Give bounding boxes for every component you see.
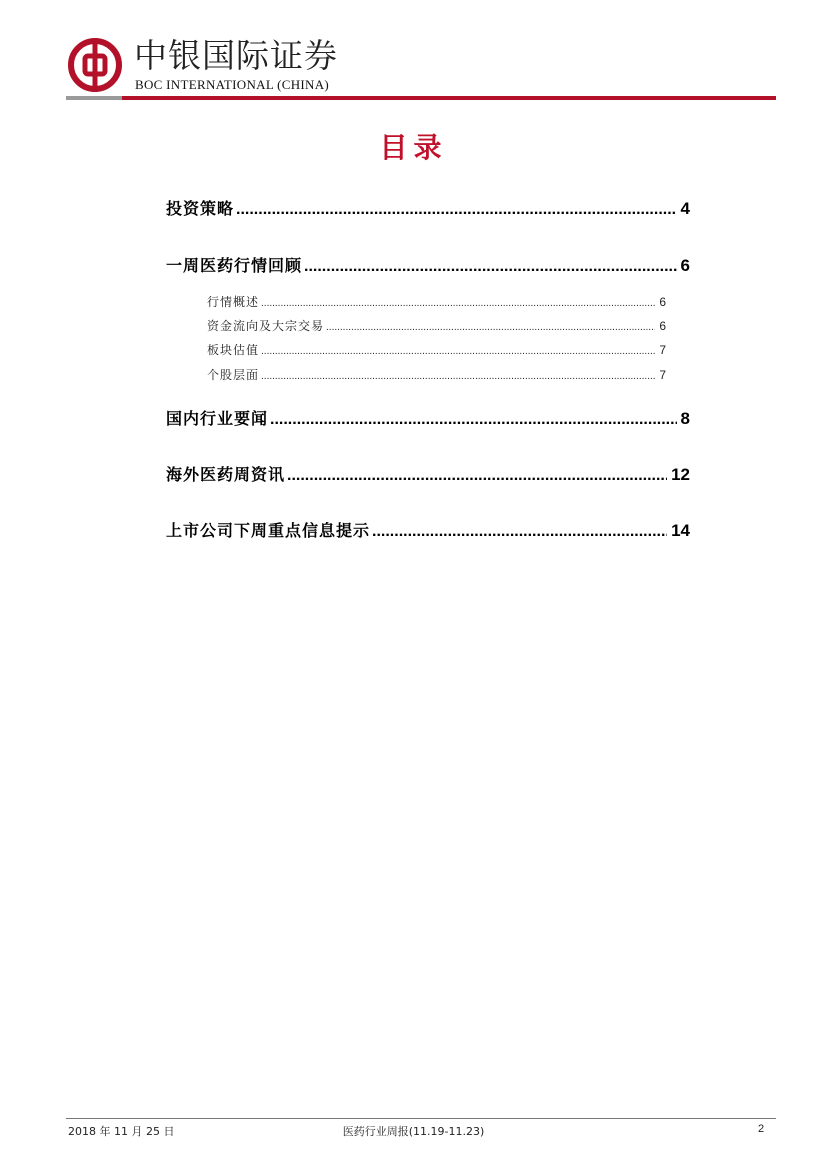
toc-item-page: 8 — [680, 409, 690, 428]
brand-name-cn: 中银国际证券 — [134, 36, 338, 75]
toc-leader-dots — [287, 467, 667, 485]
toc-item-listed-company-notices[interactable] — [166, 518, 690, 541]
toc-item-label: 板块估值 — [207, 343, 260, 357]
toc-leader-dots — [261, 371, 655, 382]
toc-item-label: 海外医药周资讯 — [166, 465, 286, 484]
boc-logo-icon — [68, 38, 122, 92]
toc-leader-dots — [261, 346, 655, 357]
toc-leader-dots — [304, 258, 677, 276]
footer-page-number: 2 — [758, 1123, 765, 1135]
toc-item-page: 6 — [659, 319, 666, 333]
toc-item-investment-strategy[interactable] — [166, 196, 690, 219]
toc-item-weekly-review[interactable] — [166, 253, 690, 276]
toc-item-domestic-news[interactable] — [166, 406, 690, 429]
toc-item-label: 上市公司下周重点信息提示 — [166, 521, 371, 540]
footer-date: 2018 年 11 月 25 日 — [68, 1125, 175, 1138]
toc-leader-dots — [326, 322, 655, 333]
footer-divider — [66, 1118, 776, 1119]
header-divider — [66, 96, 776, 100]
toc-item-page: 7 — [659, 343, 666, 357]
toc-subitem-sector-valuation[interactable] — [207, 341, 666, 358]
toc-item-page: 4 — [680, 199, 690, 218]
toc-item-label: 资金流向及大宗交易 — [207, 319, 325, 333]
toc-subitem-fund-flow[interactable] — [207, 317, 666, 334]
toc-subitem-market-overview[interactable] — [207, 293, 666, 310]
footer-report-title: 医药行业周报(11.19-11.23) — [342, 1125, 485, 1138]
toc-item-page: 6 — [659, 295, 666, 309]
toc-leader-dots — [261, 298, 655, 309]
toc-item-label: 行情概述 — [207, 295, 260, 309]
toc-item-page: 14 — [671, 521, 690, 540]
toc-item-label: 一周医药行情回顾 — [166, 256, 303, 275]
page-header — [66, 36, 776, 106]
toc-item-label: 投资策略 — [166, 199, 235, 218]
toc-item-page: 7 — [659, 368, 666, 382]
header-divider-accent — [66, 96, 122, 100]
brand-name-en: BOC INTERNATIONAL (CHINA) — [135, 77, 330, 92]
toc-leader-dots — [372, 523, 667, 541]
toc-item-page: 12 — [671, 465, 690, 484]
toc-title: 目录 — [379, 131, 448, 164]
toc-item-page: 6 — [680, 256, 690, 275]
toc-leader-dots — [236, 201, 677, 219]
toc-leader-dots — [270, 411, 677, 429]
toc-item-overseas-news[interactable] — [166, 462, 690, 485]
toc-item-label: 国内行业要闻 — [166, 409, 269, 428]
toc-subitem-individual-stocks[interactable] — [207, 366, 666, 383]
toc-item-label: 个股层面 — [207, 368, 260, 382]
